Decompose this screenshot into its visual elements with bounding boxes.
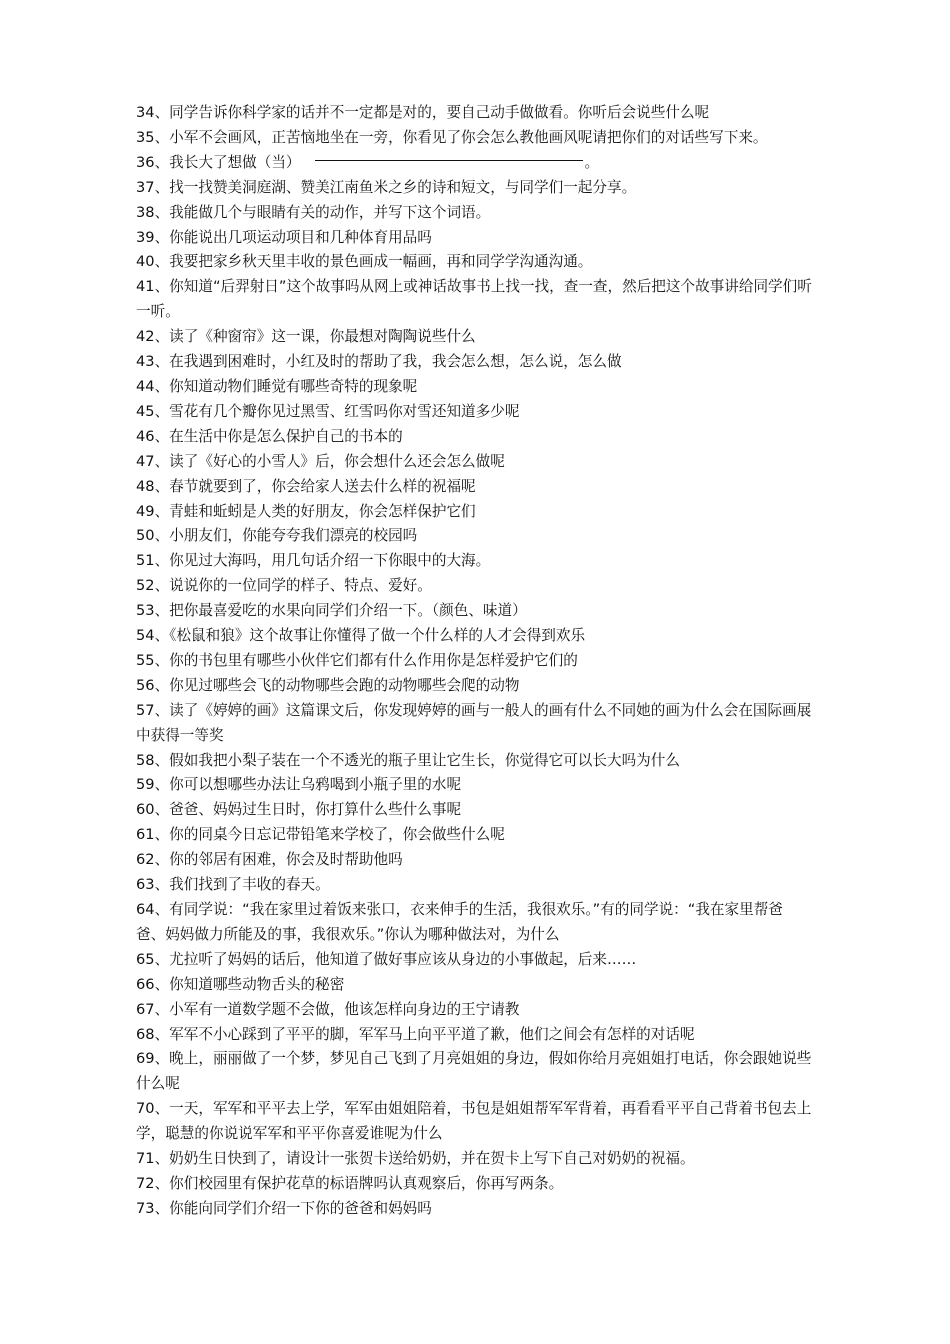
question-53: 53、把你最喜爱吃的水果向同学们介绍一下。（颜色、味道）	[136, 602, 527, 620]
question-65: 65、尤拉听了妈妈的话后，他知道了做好事应该从身边的小事做起，后来……	[136, 950, 637, 968]
question-50: 50、小朋友们，你能夸夸我们漂亮的校园吗	[136, 527, 418, 545]
question-37: 37、找一找赞美洞庭湖、赞美江南鱼米之乡的诗和短文，与同学们一起分享。	[136, 178, 637, 196]
question-45: 45、雪花有几个瓣你见过黑雪、红雪吗你对雪还知道多少呢	[136, 402, 520, 420]
question-66: 66、你知道哪些动物舌头的秘密	[136, 975, 345, 993]
question-67: 67、小军有一道数学题不会做，他该怎样向身边的王宁请教	[136, 1000, 520, 1018]
question-54: 54、《松鼠和狼》这个故事让你懂得了做一个什么样的人才会得到欢乐	[136, 627, 586, 645]
question-60: 60、爸爸、妈妈过生日时，你打算什么些什么事呢	[136, 801, 462, 819]
question-35: 35、小军不会画风，正苦恼地坐在一旁，你看见了你会怎么教他画风呢请把你们的对话些写下来。	[136, 128, 768, 146]
question-69: 69、晚上，丽丽做了一个梦，梦见自己飞到了月亮姐姐的身边，假如你给月亮姐姐打电话，你会跟她说些什么呢	[136, 1050, 812, 1093]
question-list	[136, 101, 812, 1222]
question-62: 62、你的邻居有困难，你会及时帮助他吗	[136, 851, 403, 869]
question-42: 42、读了《种窗帘》这一课，你最想对陶陶说些什么	[136, 328, 476, 346]
question-34: 34、同学告诉你科学家的话并不一定都是对的，要自己动手做做看。你听后会说些什么呢	[136, 104, 710, 121]
question-39: 39、你能说出几项运动项目和几种体育用品吗	[136, 228, 432, 246]
question-43: 43、在我遇到困难时，小红及时的帮助了我，我会怎么想，怎么说，怎么做	[136, 353, 622, 371]
question-56: 56、你见过哪些会飞的动物哪些会跑的动物哪些会爬的动物	[136, 676, 520, 694]
question-63: 63、我们找到了丰收的春天。	[136, 876, 330, 894]
question-44: 44、你知道动物们睡觉有哪些奇特的现象呢	[136, 377, 418, 395]
question-36-prefix: 36、我长大了想做（当）	[136, 153, 301, 171]
question-40: 40、我要把家乡秋天里丰收的景色画成一幅画，再和同学学沟通沟通。	[136, 253, 593, 271]
question-51: 51、你见过大海吗，用几句话介绍一下你眼中的大海。	[136, 552, 491, 570]
question-57: 57、读了《婷婷的画》这篇课文后，你发现婷婷的画与一般人的画有什么不同她的画为什么会在国际画展中获得一等奖	[136, 701, 812, 744]
question-59: 59、你可以想哪些办法让乌鸦喝到小瓶子里的水呢	[136, 776, 462, 794]
question-68: 68、军军不小心踩到了平平的脚，军军马上向平平道了歉，他们之间会有怎样的对话呢	[136, 1025, 695, 1043]
question-55: 55、你的书包里有哪些小伙伴它们都有什么作用你是怎样爱护它们的	[136, 651, 578, 669]
question-70: 70、一天，军军和平平去上学，军军由姐姐陪着，书包是姐姐帮军军背着，再看看平平自己背着书包去上学，聪慧的你说说军军和平平你喜爱谁呢为什么	[136, 1100, 812, 1143]
question-64: 64、有同学说：“我在家里过着饭来张口，衣来伸手的生活，我很欢乐。”有的同学说：“我在家里帮爸爸、妈妈做力所能及的事，我很欢乐。”你认为哪种做法对，为什么	[136, 901, 783, 943]
question-46: 46、在生活中你是怎么保护自己的书本的	[136, 427, 403, 445]
question-71: 71、奶奶生日快到了，请设计一张贺卡送给奶奶，并在贺卡上写下自己对奶奶的祝福。	[136, 1150, 695, 1168]
question-36-suffix: 。	[584, 153, 600, 171]
question-49: 49、青蛙和蚯蚓是人类的好朋友，你会怎样保护它们	[136, 502, 476, 520]
question-52: 52、说说你的一位同学的样子、特点、爱好。	[136, 577, 432, 595]
question-73: 73、你能向同学们介绍一下你的爸爸和妈妈吗	[136, 1199, 432, 1217]
question-72: 72、你们校园里有保护花草的标语牌吗认真观察后，你再写两条。	[136, 1174, 564, 1192]
fill-in-blank-line	[315, 160, 583, 161]
question-38: 38、我能做几个与眼睛有关的动作，并写下这个词语。	[136, 203, 491, 221]
question-61: 61、你的同桌今日忘记带铅笔来学校了，你会做些什么呢	[136, 826, 505, 844]
question-58: 58、假如我把小梨子装在一个不透光的瓶子里让它生长，你觉得它可以长大吗为什么	[136, 751, 680, 769]
question-47: 47、读了《好心的小雪人》后，你会想什么还会怎么做呢	[136, 452, 505, 470]
question-48: 48、春节就要到了，你会给家人送去什么样的祝福呢	[136, 477, 476, 495]
question-36	[136, 151, 812, 176]
question-41: 41、你知道“后羿射日”这个故事吗从网上或神话故事书上找一找，查一查，然后把这个故事讲给同学们听一听。	[136, 278, 812, 321]
